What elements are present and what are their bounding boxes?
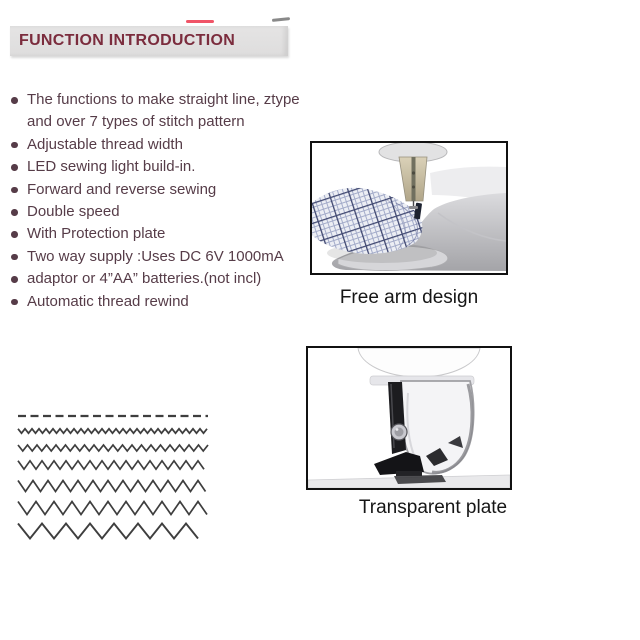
free-arm-caption: Free arm design — [339, 287, 479, 308]
transparent-plate-photo — [308, 348, 510, 488]
feature-item: adaptor or 4”AA” batteries.(not incl) — [10, 268, 310, 290]
free-arm-figure-frame — [310, 141, 508, 275]
feature-item: Two way supply :Uses DC 6V 1000mA — [10, 246, 310, 268]
stitch-row-7 — [18, 524, 198, 539]
feature-item: Forward and reverse sewing — [10, 179, 310, 201]
transparent-plate-figure-frame — [306, 346, 512, 490]
feature-item: Automatic thread rewind — [10, 291, 310, 313]
presser-foot — [409, 206, 418, 209]
cuff-clip — [414, 203, 422, 220]
feature-item: Adjustable thread width — [10, 134, 310, 156]
stitch-row-2 — [18, 429, 207, 433]
stitch-row-6 — [18, 502, 207, 515]
stitch-row-4 — [18, 461, 204, 469]
smudge-artifact — [272, 17, 290, 22]
feature-item: Double speed — [10, 201, 310, 223]
needle-bar — [412, 157, 416, 201]
feature-item: With Protection plate — [10, 223, 310, 245]
feature-item: The functions to make straight line, ztype and over 7 types of stitch pattern — [10, 89, 310, 134]
feature-item: LED sewing light build-in. — [10, 156, 310, 178]
red-mark-artifact — [186, 20, 214, 23]
stitch-row-5 — [18, 481, 206, 492]
section-header-bar — [10, 26, 288, 56]
stitch-row-3 — [18, 445, 208, 451]
feature-list — [10, 89, 310, 313]
stitch-patterns — [16, 405, 216, 540]
section-title: FUNCTION INTRODUCTION — [19, 32, 236, 49]
free-arm-photo — [312, 143, 506, 273]
machine-head-dome — [358, 348, 480, 377]
transparent-plate-caption: Transparent plate — [358, 497, 508, 518]
